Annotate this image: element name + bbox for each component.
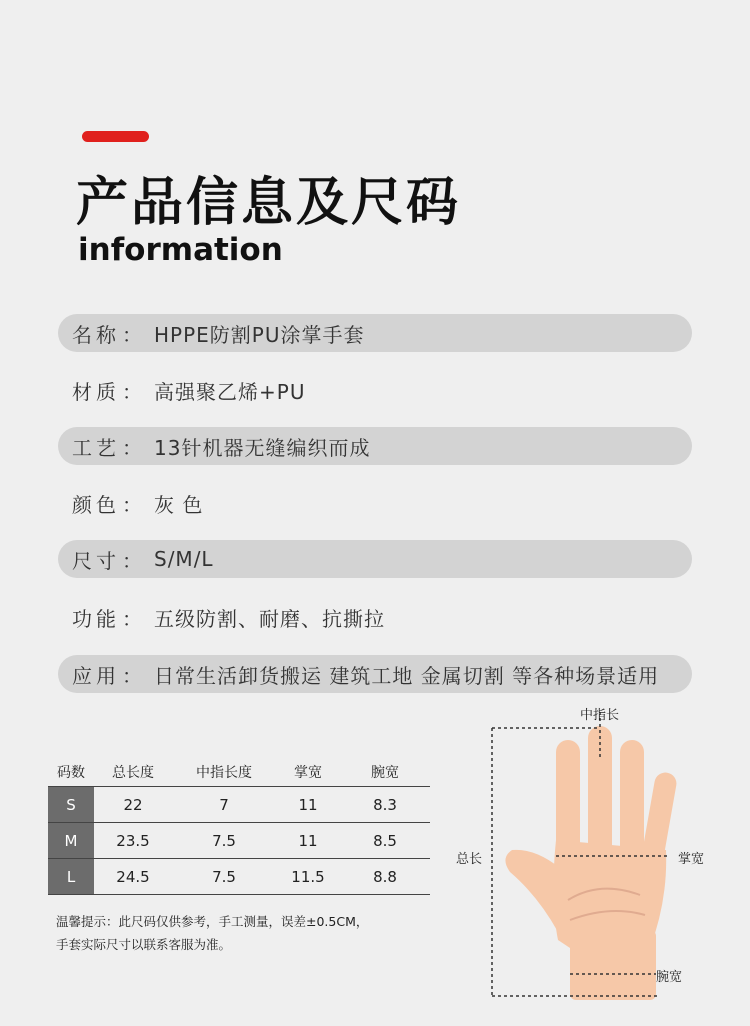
header-cell: 码数 bbox=[57, 765, 85, 781]
table-cell: 11.5 bbox=[291, 867, 325, 886]
table-cell: 22 bbox=[123, 795, 143, 814]
wrist-width-label: 腕宽 bbox=[656, 970, 683, 985]
spec-value: 五级防割、耐磨、抗撕拉 bbox=[154, 606, 385, 631]
spec-label: 颜色 bbox=[72, 492, 120, 517]
spec-separator: ： bbox=[122, 492, 142, 517]
middle-finger-label: 中指长 bbox=[580, 708, 620, 723]
spec-label: 应用 bbox=[72, 663, 120, 688]
table-row bbox=[48, 786, 430, 822]
spec-label: 尺寸 bbox=[72, 548, 120, 573]
spec-value: 高强聚乙烯+PU bbox=[154, 379, 306, 404]
size-table-header bbox=[48, 758, 430, 786]
table-cell: 8.8 bbox=[373, 867, 397, 886]
spec-separator: ： bbox=[122, 322, 142, 347]
table-cell: 7.5 bbox=[212, 831, 236, 850]
table-cell: 8.5 bbox=[373, 831, 397, 850]
table-cell: 7 bbox=[219, 795, 229, 814]
spec-value: 13针机器无缝编织而成 bbox=[154, 435, 371, 460]
table-cell: 11 bbox=[298, 795, 318, 814]
spec-separator: ： bbox=[122, 548, 142, 573]
header-cell: 掌宽 bbox=[294, 765, 322, 781]
header-cell: 腕宽 bbox=[371, 765, 399, 781]
size-code-cell: L bbox=[48, 859, 94, 894]
table-row bbox=[48, 858, 430, 895]
table-cell: 24.5 bbox=[116, 867, 150, 886]
spec-separator: ： bbox=[122, 606, 142, 631]
spec-row-material bbox=[58, 371, 692, 409]
size-code-cell: S bbox=[48, 787, 94, 822]
spec-label: 工艺 bbox=[72, 435, 120, 460]
spec-row-function bbox=[58, 598, 692, 636]
spec-label: 功能 bbox=[72, 606, 120, 631]
size-table bbox=[48, 758, 430, 895]
page-title: 产品信息及尺码 bbox=[76, 173, 462, 233]
spec-separator: ： bbox=[122, 663, 142, 688]
spec-value: HPPE防割PU涂掌手套 bbox=[154, 322, 365, 347]
page-subtitle: information bbox=[78, 232, 283, 268]
table-cell: 8.3 bbox=[373, 795, 397, 814]
size-note bbox=[56, 910, 436, 956]
spec-row-name bbox=[58, 314, 692, 352]
table-row bbox=[48, 822, 430, 858]
note-line: 手套实际尺寸以联系客服为准。 bbox=[56, 937, 232, 952]
spec-row-process bbox=[58, 427, 692, 465]
note-line: 温馨提示：此尺码仅供参考，手工测量，误差±0.5CM， bbox=[56, 914, 369, 929]
header-cell: 总长度 bbox=[112, 765, 154, 781]
spec-label: 名称 bbox=[72, 322, 120, 347]
spec-label: 材质 bbox=[72, 379, 120, 404]
table-cell: 11 bbox=[298, 831, 318, 850]
spec-value: 日常生活卸货搬运 建筑工地 金属切割 等各种场景适用 bbox=[154, 663, 660, 688]
spec-row-color bbox=[58, 484, 692, 522]
accent-bar bbox=[82, 131, 149, 142]
spec-value: 灰 色 bbox=[154, 492, 204, 517]
spec-value: S/M/L bbox=[154, 547, 214, 571]
spec-row-application bbox=[58, 655, 692, 693]
spec-separator: ： bbox=[122, 379, 142, 404]
header-cell: 中指长度 bbox=[196, 765, 252, 781]
spec-separator: ： bbox=[122, 435, 142, 460]
table-cell: 7.5 bbox=[212, 867, 236, 886]
total-length-label: 总长 bbox=[456, 852, 483, 867]
size-code-cell: M bbox=[48, 823, 94, 858]
table-cell: 23.5 bbox=[116, 831, 150, 850]
spec-row-size bbox=[58, 540, 692, 578]
hand-size-diagram bbox=[440, 700, 740, 1010]
palm-width-label: 掌宽 bbox=[678, 852, 705, 867]
